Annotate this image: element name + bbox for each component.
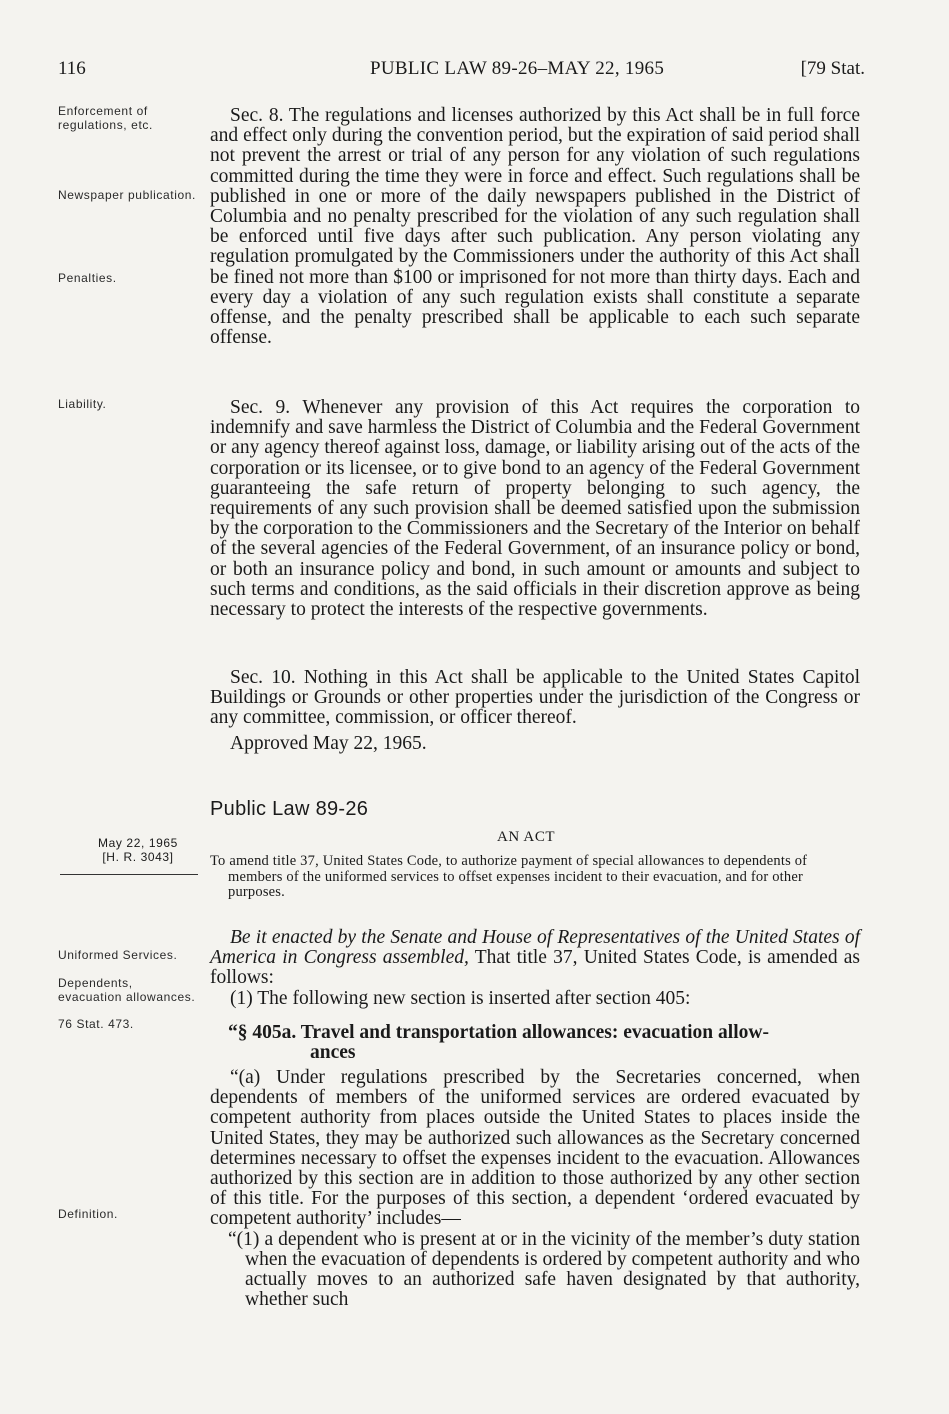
- act-description-text: To amend title 37, United States Code, to authorize payment of special allowances to dependents of members of the uniformed services to offset expenses incident to their evacuation, and for other purposes.: [210, 853, 808, 900]
- page-header: [58, 58, 865, 88]
- paragraph-a-1: “(1) a dependent who is present at or in the vicinity of the member’s duty station when the evacuation of dependents is ordered by competent authority and who actually moves to an authorized safe haven designated by that authority, whether such: [228, 1228, 860, 1311]
- act-heading: AN ACT: [497, 829, 556, 845]
- section-405a-heading: [228, 1023, 860, 1063]
- margin-note-newspaper: Newspaper publication.: [58, 188, 196, 202]
- section-9-text: Sec. 9. Whenever any provision of this Act requires the corporation to indemnify and save harmless the District of Columbia and the Federal Government or any agency thereof against loss, damage, or liability arising out of the acts of the corporation or its licensee, or to give bond to an agency of the Federal Government guaranteeing the safe return of property belonging to such agency, the requirements of any such provision shall be deemed satisfied upon the submission by the corporation to the Commissioners and the Secretary of the Interior on behalf of the several agencies of the Federal Government, of an insurance policy or bond, or both an insurance policy and bond, in such amount or amounts and subject to such terms and conditions, as the said officials in their discretion approve as being necessary to protect the interests of the respective governments.: [210, 397, 860, 621]
- section-405a-heading-line1: “§ 405a. Travel and transportation allowances: evacuation allow-: [228, 1022, 769, 1043]
- enacting-clause-italic: Be it enacted by the Senate and House of Representatives of the United States of America in Congress assembled,: [210, 927, 860, 969]
- enacting-clause-rest: That title 37, United States Code, is amended as follows:: [210, 947, 861, 989]
- margin-note-dependents: Dependents, evacuation allowances.: [58, 976, 196, 1004]
- statute-reference: [79 Stat.: [800, 58, 865, 79]
- section-405a-heading-line2: ances: [310, 1042, 356, 1063]
- amendment-item-1: (1) The following new section is inserted after section 405:: [230, 987, 691, 1009]
- margin-note-penalties: Penalties.: [58, 271, 117, 285]
- act-description: [210, 854, 860, 901]
- paragraph-a: “(a) Under regulations prescribed by the Secretaries concerned, when dependents of members of the uniformed services are ordered evacuated by competent authority from places outside the United States to places inside the United States, they may be authorized such allowances as the Secretary concerned determines necessary to offset the expenses incident to the evacuation. Allowances authorized by this section are in addition to those authorized by any other section of this title. For the purposes of this section, a dependent ‘ordered evacuated by competent authority’ includes—: [210, 1067, 860, 1230]
- section-8: [210, 106, 860, 348]
- section-405a-body: [210, 1068, 860, 1310]
- running-title: PUBLIC LAW 89-26–MAY 22, 1965: [370, 58, 665, 79]
- enacting-clause: [210, 928, 860, 1009]
- margin-note-enforcement: Enforcement of regulations, etc.: [58, 104, 153, 132]
- margin-note-uniformed: Uniformed Services.: [58, 948, 178, 962]
- margin-note-stat: 76 Stat. 473.: [58, 1017, 134, 1031]
- margin-note-definition: Definition.: [58, 1207, 118, 1221]
- margin-note-date: [78, 836, 198, 864]
- margin-rule: [60, 874, 198, 875]
- approval-date: Approved May 22, 1965.: [230, 733, 427, 754]
- page-number: 116: [58, 58, 86, 79]
- enactment-date: May 22, 1965: [98, 836, 178, 850]
- public-law-title: Public Law 89-26: [210, 798, 369, 820]
- section-10: [210, 668, 860, 729]
- section-9: [210, 398, 860, 620]
- section-10-text: Sec. 10. Nothing in this Act shall be applicable to the United States Capitol Buildings or Grounds or other properties under the jurisdiction of the Congress or any committee, commission, or officer thereof.: [210, 667, 860, 729]
- section-8-text: Sec. 8. The regulations and licenses authorized by this Act shall be in full force and effect only during the convention period, but the expiration of said period shall not prevent the arrest or trial of any person for any violation of such regulations committed during the time they were in force and effect. Such regulations shall be published in one or more of the daily newspapers published in the District of Columbia and no penalty prescribed for the violation of any such regulation shall be enforced until five days after such publication. Any person violating any regulation promulgated by the Commissioners under the authority of this Act shall be fined not more than $100 or imprisoned for not more than thirty days. Each and every day a violation of any such regulation exists shall constitute a separate offense, and the penalty prescribed shall be applicable to each such separate offense.: [210, 105, 860, 349]
- bill-number: [H. R. 3043]: [102, 850, 174, 864]
- margin-note-liability: Liability.: [58, 397, 107, 411]
